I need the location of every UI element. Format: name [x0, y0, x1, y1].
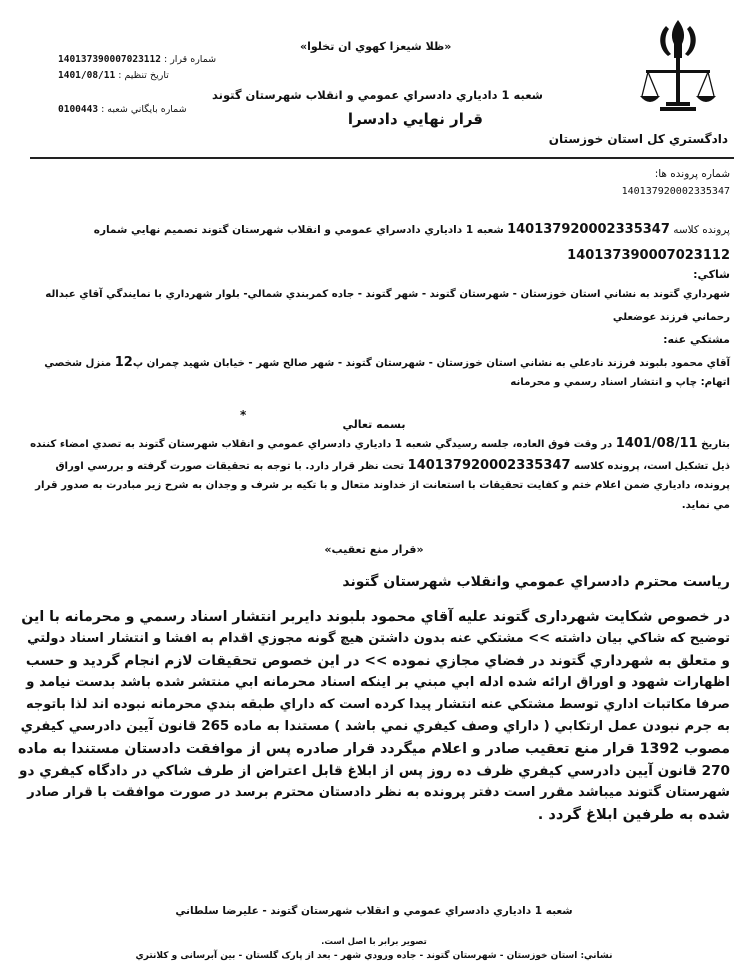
session-line-2-pre: ذيل تشکيل است، پرونده کلاسه — [574, 461, 730, 472]
charge-line: اتهام: چاپ و انتشار اسناد رسمي و محرمانه — [510, 377, 730, 388]
decision-line: صرفا مکاتبات اداري توسط مشتکي عنه انتشار پيدا کرده است که داراي طبقه بندي محرمانه نبوده اند لذا باتوجه — [25, 697, 730, 712]
session-line-1-post: در وقت فوق العاده، جلسه رسيدگي شعبه 1 دادياري دادسراي عمومي و انقلاب شهرستان گتوند به تصدي امضاء کننده — [30, 439, 613, 450]
session-line-3: پرونده، دادياري ضمن اعلام ختم و کفايت تحقيقات با استعانت از خداوند متعال و با تکيه بر شرف و وجدان به شرح زير مبادرت به صدور قرار — [35, 480, 730, 491]
archive-number-label: شماره بايگاني شعبه : — [101, 104, 187, 115]
final-decision-number: 140137390007023112 — [567, 248, 730, 263]
defendant-label: مشتکي عنه: — [663, 333, 730, 346]
session-line-1-pre: بتاريخ — [701, 439, 730, 450]
session-line-1 — [30, 436, 730, 451]
file-summary-number: 140137920002335347 — [507, 222, 670, 237]
session-line-2-post: تحت نظر قرار دارد. با توجه به تحقيقات صورت گرفته و بررسي اوراق — [55, 461, 405, 472]
decision-line: مصوب 1392 قرار منع تعقيب صادر و اعلام ميگردد قرار صادره پس از موافقت دادستان مستندا به ماده — [17, 741, 730, 757]
signature: شعبه 1 دادياري دادسراي عمومي و انقلاب شهرستان گتوند - عليرضا سلطاني — [175, 905, 573, 917]
judiciary-emblem-icon — [638, 14, 718, 124]
document-title: قرار نهايي دادسرا — [347, 110, 483, 128]
plaintiff-line-1: شهرداري گتوند به نشاني استان خوزستان - شهرستان گتوند - شهر گتوند - جاده کمربندي شمالي- بلوار شهرداري با نمايندگي آقاي عبداله — [45, 289, 730, 300]
session-line-2 — [55, 458, 730, 473]
file-summary-pre: پرونده کلاسه — [673, 224, 730, 236]
decision-line: 270 قانون آيين دادرسي کيفري ظرف ده روز پس از ابلاغ قابل اعتراض از طرف شاکي در دادگاه کيفري دو — [19, 763, 730, 779]
basmala-text: «ظلا شيعزا کهوي ان تخلوا» — [300, 40, 452, 53]
file-summary — [94, 222, 730, 237]
file-number: 140137920002335347 — [621, 186, 730, 197]
decision-line: در خصوص شکايت شهرداری گتوند عليه آقاي محمود بلبوند دايربر انتشار اسناد رسمي و محرمانه با اين — [21, 609, 730, 625]
decision-number: 140137390007023112 — [58, 54, 161, 65]
session-heading — [0, 418, 748, 431]
issue-date-label: تاريخ تنظيم : — [118, 70, 169, 81]
decision-number-label: شماره قرار : — [163, 54, 217, 65]
issue-date: 1401/08/11 — [58, 70, 116, 81]
session-star: * — [240, 408, 247, 422]
plaintiff-line-2: رحماني فرزند عوضعلي — [612, 312, 730, 323]
footer-address: نشاني: استان خوزستان - شهرستان گتوند - جاده ورودي شهر - بعد از پارک گلستان - بين آبرسانی و کلانتري — [135, 951, 613, 961]
defendant-line-1-pre: آقاي محمود بلبوند فرزند نادعلي به نشاني استان خوزستان - شهرستان گتوند - شهر صالح شهر - خيابان شهيد چمران پ — [132, 358, 730, 369]
branch-name: شعبه 1 دادياري دادسراي عمومي و انقلاب شهرستان گتوند — [211, 88, 543, 102]
decision-line: به جرم نبودن عمل ارتکابي ( داراي وصف کيفري نمي باشد ) مستندا به ماده 265 قانون آيين دادرسي کيفري — [20, 719, 730, 734]
decision-number-row — [52, 54, 216, 65]
decision-line: توضيح که شاکي بيان داشته >> مشتکي عنه بدون داشتن هيچ گونه مجوزي اقدام به افشا و انتشار اسناد دولتي — [27, 631, 730, 646]
decision-line: اظهارات شهود و اوراق ارائه شده ادله ابي مبني بر اينکه اسناد محرمانه ابي منتشر شده باشد بدست نيامد و — [26, 675, 730, 690]
plaintiff-label: شاکي: — [693, 268, 730, 281]
court-name: دادگستري کل استان خوزستان — [548, 132, 728, 146]
decision-heading: «قرار منع تعقيب» — [324, 543, 424, 556]
file-summary-post: شعبه 1 دادياري دادسراي عمومي و انقلاب شهرستان گتوند تصميم نهايي شماره — [93, 224, 504, 236]
defendant-line-1 — [44, 355, 730, 370]
final-decision-number-row — [567, 244, 730, 263]
archive-number-row — [52, 104, 187, 115]
defendant-line-1-post: منزل شخصي — [44, 358, 112, 369]
archive-number: 0100443 — [58, 104, 99, 115]
issue-date-row — [52, 70, 169, 81]
defendant-house-number: 12 — [114, 355, 133, 370]
file-number-label: شماره پرونده ها: — [654, 168, 730, 180]
decision-line: شهرستان گتوند ميباشد مقرر است دفتر پرونده به نظر دادستان محترم برسد در صورت موافقت با قرار صادر — [27, 785, 730, 800]
session-heading-text: بسمه تعالي — [342, 418, 406, 431]
session-file-number: 140137920002335347 — [407, 458, 571, 473]
decision-line: شده به طرفين ابلاغ گردد . — [537, 806, 730, 823]
header-divider — [30, 157, 734, 159]
session-date: 1401/08/11 — [615, 436, 698, 451]
decision-line: و متعلق به شهرداري گتوند در فضاي مجازي نموده >> در اين خصوص تحقيقات لازم انجام گرديد و حسب — [25, 653, 730, 669]
copy-note: تصوير برابر با اصل است. — [321, 937, 427, 947]
decision-addressee: رياست محترم دادسراي عمومي وانقلاب شهرستان گتوند — [342, 574, 730, 590]
session-line-4: مي نمايد. — [681, 500, 730, 511]
